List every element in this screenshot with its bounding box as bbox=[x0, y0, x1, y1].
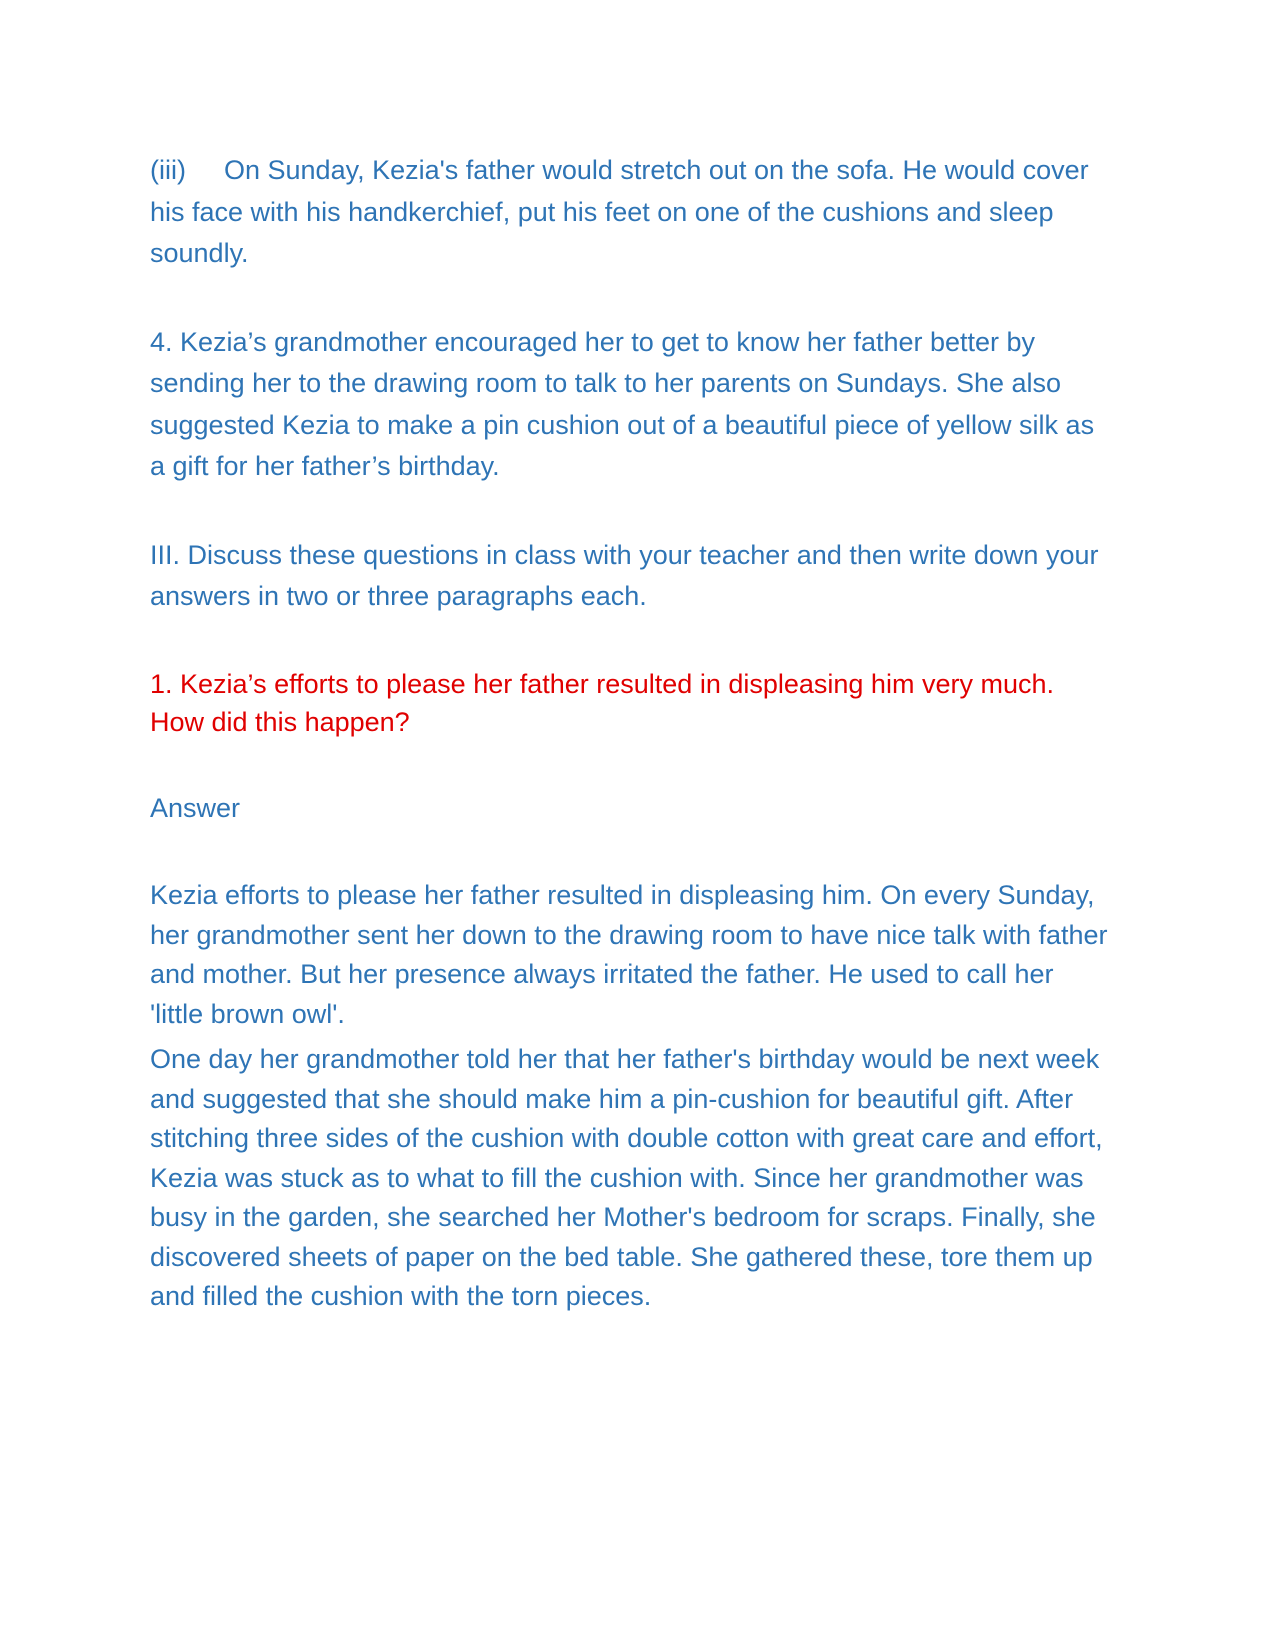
answer-paragraph-1: Kezia efforts to please her father resulted in displeasing him. On every Sunday, her grandmother sent her down to the drawing room to have nice talk with father and mother. But her presence always irritated the father. He used to call her 'little brown owl'. bbox=[150, 880, 1108, 1029]
question-1: 1. Kezia’s efforts to please her father resulted in displeasing him very much. How did this happen? bbox=[150, 668, 1054, 737]
paragraph-iii bbox=[150, 150, 1110, 275]
paragraph-iii-text: On Sunday, Kezia's father would stretch out on the sofa. He would cover his face with his handkerchief, put his feet on one of the cushions and sleep soundly. bbox=[150, 155, 1089, 268]
answer-label: Answer bbox=[150, 792, 241, 823]
paragraph-iii-label: (iii) bbox=[150, 155, 186, 185]
document-page bbox=[150, 150, 1110, 1317]
section-iii-instructions: III. Discuss these questions in class with your teacher and then write down your answers in two or three paragraphs each. bbox=[150, 539, 1099, 611]
paragraph-4: 4. Kezia’s grandmother encouraged her to get to know her father better by sending her to the drawing room to talk to her parents on Sundays. She also suggested Kezia to make a pin cushion out of a beautiful piece of yellow silk as a gift for her father’s birthday. bbox=[150, 326, 1095, 481]
answer-paragraph-2: One day her grandmother told her that her father's birthday would be next week and suggested that she should make him a pin-cushion for beautiful gift. After stitching three sides of the cushion with double cotton with great care and effort, Kezia was stuck as to what to fill the cushion with. Since her grandmother was busy in the garden, she searched her Mother's bedroom for scraps. Finally, she discovered sheets of paper on the bed table. She gathered these, tore them up and filled the cushion with the torn pieces. bbox=[150, 1044, 1103, 1311]
